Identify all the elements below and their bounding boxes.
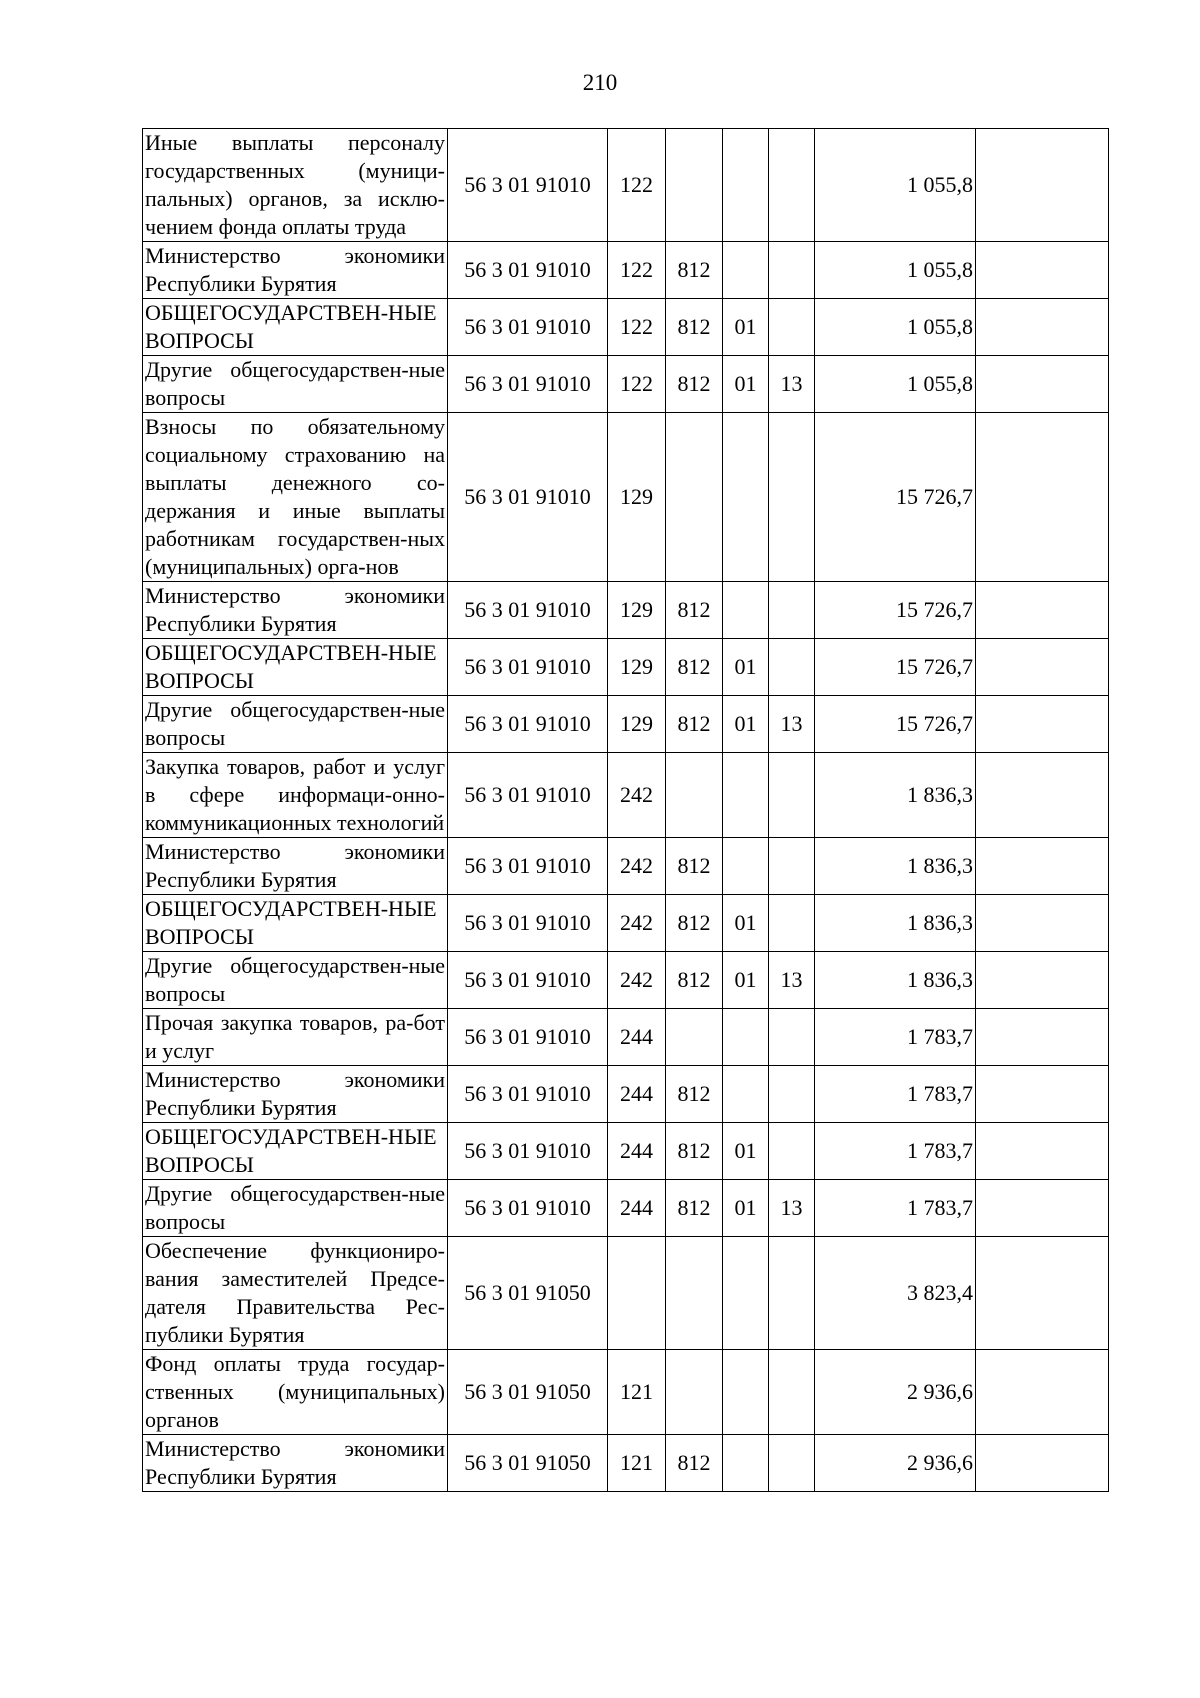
section-code <box>723 129 769 242</box>
section-code: 01 <box>723 952 769 1009</box>
target-article-code: 56 3 01 91010 <box>448 413 608 582</box>
ministry-code: 812 <box>666 952 723 1009</box>
subsection-code <box>769 1435 815 1492</box>
expense-type-code: 244 <box>608 1066 666 1123</box>
subsection-code <box>769 129 815 242</box>
amount: 1 836,3 <box>815 952 976 1009</box>
extra-column <box>976 356 1109 413</box>
row-name: Прочая закупка товаров, ра-бот и услуг <box>143 1009 448 1066</box>
section-code <box>723 1009 769 1066</box>
subsection-code: 13 <box>769 696 815 753</box>
extra-column <box>976 696 1109 753</box>
ministry-code: 812 <box>666 1435 723 1492</box>
subsection-code <box>769 1350 815 1435</box>
table-row <box>143 1237 1109 1350</box>
row-name: Закупка товаров, работ и услуг в сфере информаци-онно-коммуникационных технологий <box>143 753 448 838</box>
table-row <box>143 952 1109 1009</box>
row-name: Фонд оплаты труда государ-ственных (муниципальных) органов <box>143 1350 448 1435</box>
expense-type-code: 122 <box>608 299 666 356</box>
table-row <box>143 753 1109 838</box>
row-name: Министерство экономики Республики Бурятия <box>143 242 448 299</box>
section-code: 01 <box>723 299 769 356</box>
amount: 15 726,7 <box>815 639 976 696</box>
amount: 1 055,8 <box>815 242 976 299</box>
section-code: 01 <box>723 1180 769 1237</box>
target-article-code: 56 3 01 91010 <box>448 952 608 1009</box>
target-article-code: 56 3 01 91010 <box>448 299 608 356</box>
section-code: 01 <box>723 639 769 696</box>
ministry-code: 812 <box>666 1180 723 1237</box>
expense-type-code: 242 <box>608 895 666 952</box>
expense-type-code: 122 <box>608 356 666 413</box>
ministry-code: 812 <box>666 582 723 639</box>
row-name: ОБЩЕГОСУДАРСТВЕН-НЫЕ ВОПРОСЫ <box>143 639 448 696</box>
section-code: 01 <box>723 356 769 413</box>
section-code <box>723 1066 769 1123</box>
expense-type-code: 129 <box>608 639 666 696</box>
amount: 1 836,3 <box>815 753 976 838</box>
ministry-code <box>666 129 723 242</box>
target-article-code: 56 3 01 91010 <box>448 129 608 242</box>
expense-type-code: 129 <box>608 582 666 639</box>
section-code <box>723 582 769 639</box>
row-name: Министерство экономики Республики Бурятия <box>143 1066 448 1123</box>
section-code: 01 <box>723 895 769 952</box>
ministry-code: 812 <box>666 696 723 753</box>
extra-column <box>976 639 1109 696</box>
target-article-code: 56 3 01 91010 <box>448 753 608 838</box>
expense-type-code: 244 <box>608 1009 666 1066</box>
extra-column <box>976 838 1109 895</box>
section-code <box>723 753 769 838</box>
row-name: Министерство экономики Республики Бурятия <box>143 582 448 639</box>
section-code <box>723 1350 769 1435</box>
ministry-code: 812 <box>666 639 723 696</box>
extra-column <box>976 1435 1109 1492</box>
extra-column <box>976 952 1109 1009</box>
ministry-code: 812 <box>666 356 723 413</box>
row-name: ОБЩЕГОСУДАРСТВЕН-НЫЕ ВОПРОСЫ <box>143 1123 448 1180</box>
table-row <box>143 413 1109 582</box>
subsection-code: 13 <box>769 1180 815 1237</box>
row-name: Взносы по обязательному социальному страхованию на выплаты денежного со-держания и иные выплаты работникам государствен-ных (муниципальных) орга-нов <box>143 413 448 582</box>
table-row <box>143 639 1109 696</box>
target-article-code: 56 3 01 91050 <box>448 1237 608 1350</box>
subsection-code <box>769 1066 815 1123</box>
amount: 1 055,8 <box>815 299 976 356</box>
extra-column <box>976 1180 1109 1237</box>
expense-type-code: 242 <box>608 753 666 838</box>
target-article-code: 56 3 01 91010 <box>448 696 608 753</box>
table-row <box>143 1350 1109 1435</box>
table-row <box>143 838 1109 895</box>
extra-column <box>976 129 1109 242</box>
ministry-code: 812 <box>666 299 723 356</box>
amount: 15 726,7 <box>815 582 976 639</box>
target-article-code: 56 3 01 91010 <box>448 242 608 299</box>
target-article-code: 56 3 01 91010 <box>448 582 608 639</box>
subsection-code <box>769 242 815 299</box>
table-row <box>143 356 1109 413</box>
table-row <box>143 696 1109 753</box>
row-name: Обеспечение функциониро-вания заместителей Предсе-дателя Правительства Рес-публики Бурятия <box>143 1237 448 1350</box>
extra-column <box>976 582 1109 639</box>
ministry-code <box>666 753 723 838</box>
amount: 1 783,7 <box>815 1123 976 1180</box>
amount: 15 726,7 <box>815 696 976 753</box>
extra-column <box>976 242 1109 299</box>
expense-type-code: 242 <box>608 952 666 1009</box>
extra-column <box>976 1066 1109 1123</box>
ministry-code: 812 <box>666 838 723 895</box>
amount: 2 936,6 <box>815 1350 976 1435</box>
expense-type-code: 129 <box>608 696 666 753</box>
row-name: Министерство экономики Республики Бурятия <box>143 838 448 895</box>
target-article-code: 56 3 01 91010 <box>448 895 608 952</box>
amount: 15 726,7 <box>815 413 976 582</box>
target-article-code: 56 3 01 91050 <box>448 1435 608 1492</box>
row-name: Другие общегосударствен-ные вопросы <box>143 1180 448 1237</box>
target-article-code: 56 3 01 91010 <box>448 838 608 895</box>
target-article-code: 56 3 01 91050 <box>448 1350 608 1435</box>
table-row <box>143 1180 1109 1237</box>
section-code <box>723 838 769 895</box>
target-article-code: 56 3 01 91010 <box>448 1066 608 1123</box>
target-article-code: 56 3 01 91010 <box>448 1180 608 1237</box>
extra-column <box>976 895 1109 952</box>
table-row <box>143 299 1109 356</box>
ministry-code: 812 <box>666 895 723 952</box>
amount: 1 836,3 <box>815 838 976 895</box>
table-row <box>143 129 1109 242</box>
amount: 1 783,7 <box>815 1066 976 1123</box>
subsection-code <box>769 1237 815 1350</box>
expense-type-code: 244 <box>608 1123 666 1180</box>
row-name: Другие общегосударствен-ные вопросы <box>143 356 448 413</box>
amount: 3 823,4 <box>815 1237 976 1350</box>
amount: 1 836,3 <box>815 895 976 952</box>
expense-type-code: 121 <box>608 1435 666 1492</box>
subsection-code <box>769 838 815 895</box>
table-body <box>143 129 1109 1492</box>
ministry-code: 812 <box>666 1123 723 1180</box>
expense-type-code: 122 <box>608 129 666 242</box>
expense-type-code: 121 <box>608 1350 666 1435</box>
row-name: Иные выплаты персоналу государственных (муници-пальных) органов, за исклю-чением фонда оплаты труда <box>143 129 448 242</box>
row-name: ОБЩЕГОСУДАРСТВЕН-НЫЕ ВОПРОСЫ <box>143 895 448 952</box>
row-name: Другие общегосударствен-ные вопросы <box>143 696 448 753</box>
expense-type-code: 242 <box>608 838 666 895</box>
ministry-code: 812 <box>666 242 723 299</box>
target-article-code: 56 3 01 91010 <box>448 1123 608 1180</box>
subsection-code <box>769 1009 815 1066</box>
ministry-code: 812 <box>666 1066 723 1123</box>
ministry-code <box>666 1237 723 1350</box>
table-row <box>143 1435 1109 1492</box>
table-row <box>143 582 1109 639</box>
subsection-code <box>769 413 815 582</box>
amount: 1 783,7 <box>815 1009 976 1066</box>
row-name: Министерство экономики Республики Бурятия <box>143 1435 448 1492</box>
extra-column <box>976 1009 1109 1066</box>
subsection-code <box>769 1123 815 1180</box>
amount: 2 936,6 <box>815 1435 976 1492</box>
ministry-code <box>666 1009 723 1066</box>
subsection-code <box>769 582 815 639</box>
section-code <box>723 413 769 582</box>
extra-column <box>976 299 1109 356</box>
table-row <box>143 1009 1109 1066</box>
expense-type-code: 129 <box>608 413 666 582</box>
subsection-code <box>769 895 815 952</box>
expense-type-code: 122 <box>608 242 666 299</box>
ministry-code <box>666 1350 723 1435</box>
subsection-code: 13 <box>769 356 815 413</box>
amount: 1 055,8 <box>815 356 976 413</box>
subsection-code <box>769 639 815 696</box>
table-row <box>143 895 1109 952</box>
section-code: 01 <box>723 696 769 753</box>
table-row <box>143 1123 1109 1180</box>
section-code <box>723 1237 769 1350</box>
target-article-code: 56 3 01 91010 <box>448 356 608 413</box>
extra-column <box>976 1350 1109 1435</box>
expense-type-code <box>608 1237 666 1350</box>
table-row <box>143 1066 1109 1123</box>
subsection-code: 13 <box>769 952 815 1009</box>
row-name: ОБЩЕГОСУДАРСТВЕН-НЫЕ ВОПРОСЫ <box>143 299 448 356</box>
extra-column <box>976 1123 1109 1180</box>
row-name: Другие общегосударствен-ные вопросы <box>143 952 448 1009</box>
section-code: 01 <box>723 1123 769 1180</box>
extra-column <box>976 1237 1109 1350</box>
subsection-code <box>769 299 815 356</box>
target-article-code: 56 3 01 91010 <box>448 639 608 696</box>
ministry-code <box>666 413 723 582</box>
extra-column <box>976 753 1109 838</box>
amount: 1 783,7 <box>815 1180 976 1237</box>
section-code <box>723 242 769 299</box>
section-code <box>723 1435 769 1492</box>
target-article-code: 56 3 01 91010 <box>448 1009 608 1066</box>
table-row <box>143 242 1109 299</box>
page-number: 210 <box>582 70 618 95</box>
extra-column <box>976 413 1109 582</box>
amount: 1 055,8 <box>815 129 976 242</box>
subsection-code <box>769 753 815 838</box>
budget-table <box>142 128 1109 1492</box>
expense-type-code: 244 <box>608 1180 666 1237</box>
